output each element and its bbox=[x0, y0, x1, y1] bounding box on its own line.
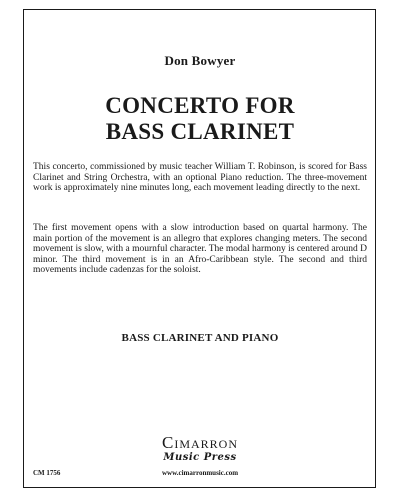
publisher-logo bbox=[0, 434, 400, 463]
edition-label: BASS CLARINET AND PIANO bbox=[121, 332, 279, 344]
title-line-2: BASS CLARINET bbox=[105, 119, 295, 144]
publisher-tagline: Music Press bbox=[163, 452, 237, 463]
title-line-1: CONCERTO FOR bbox=[105, 93, 295, 118]
description-paragraph-1: This concerto, commissioned by music teacher William T. Robinson, is scored for Bass Clarinet and String Orchestra, with an optional Piano reduction. The three-movement work is approximately nine minutes long, each movement leading directly to the next. bbox=[33, 162, 367, 193]
page-title bbox=[0, 93, 400, 145]
publisher-website: www.cimarronmusic.com bbox=[161, 469, 239, 477]
catalog-number: CM 1756 bbox=[33, 469, 61, 477]
composer-name: Don Bowyer bbox=[164, 53, 236, 68]
publisher-name: Cimarron bbox=[161, 433, 238, 452]
description-paragraph-2: The first movement opens with a slow introduction based on quartal harmony. The main portion of the movement is an allegro that explores changing meters. The second movement is slow, with a mournful character. The modal harmony is centered around D minor. The third movement is in an Afro-Caribbean style. The second and third movements include cadenzas for the soloist. bbox=[33, 223, 367, 275]
